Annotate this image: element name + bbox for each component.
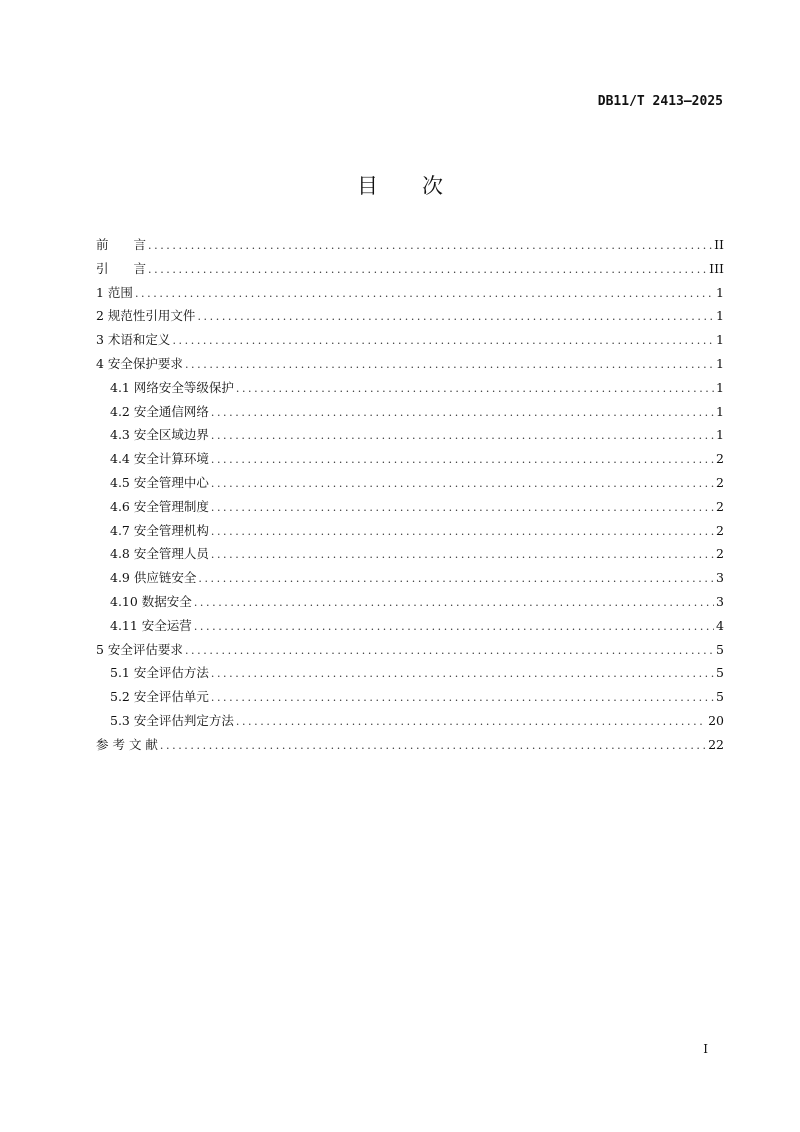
- toc-entry[interactable]: [96, 640, 724, 664]
- toc-entry-label: 4.11 安全运营: [110, 617, 192, 633]
- toc-entry[interactable]: [96, 473, 724, 497]
- toc-entry-page: 1: [716, 379, 724, 395]
- toc-entry-label: 5.2 安全评估单元: [110, 689, 209, 705]
- toc-entry-page: 1: [716, 427, 724, 443]
- toc-entry[interactable]: [96, 616, 724, 640]
- toc-entry-page: 1: [716, 355, 724, 371]
- toc-entry-page: 1: [716, 332, 724, 348]
- toc-entry-label: 4.5 安全管理中心: [110, 474, 209, 490]
- toc-entry[interactable]: [96, 354, 724, 378]
- toc-entry-label: 1 范围: [96, 284, 133, 300]
- toc-entry-page: 5: [716, 665, 724, 681]
- toc-entry-page: 2: [716, 498, 724, 514]
- toc-entry-label: 5.3 安全评估判定方法: [110, 712, 234, 728]
- document-code: DB11/T 2413—2025: [597, 94, 723, 109]
- toc-entry[interactable]: [96, 425, 724, 449]
- dot-leader: [211, 667, 714, 680]
- dot-leader: [194, 596, 714, 609]
- toc-entry-label: 引 言: [96, 260, 147, 276]
- toc-entry-label: 2 规范性引用文件: [96, 308, 196, 324]
- title-char: 次: [422, 174, 443, 198]
- dot-leader: [236, 382, 714, 395]
- dot-leader: [236, 715, 706, 728]
- toc-entry[interactable]: [96, 711, 724, 735]
- toc-entry-label: 5.1 安全评估方法: [110, 665, 209, 681]
- toc-entry-page: 3: [716, 570, 724, 586]
- toc-entry-page: II: [714, 237, 724, 252]
- toc-entry[interactable]: [96, 378, 724, 402]
- toc-entry[interactable]: [96, 259, 724, 283]
- toc-entry[interactable]: [96, 521, 724, 545]
- page-number: I: [703, 1042, 708, 1056]
- dot-leader: [211, 691, 714, 704]
- toc-entry-page: 2: [716, 546, 724, 562]
- toc-entry-page: 3: [716, 593, 724, 609]
- toc-entry[interactable]: [96, 306, 724, 330]
- toc-entry[interactable]: [96, 497, 724, 521]
- dot-leader: [211, 501, 714, 514]
- toc-entry-label: 4.6 安全管理制度: [110, 498, 209, 514]
- dot-leader: [198, 572, 714, 585]
- dot-leader: [197, 310, 714, 323]
- toc-entry-page: III: [709, 260, 724, 276]
- toc-entry[interactable]: [96, 449, 724, 473]
- table-of-contents: [96, 235, 724, 759]
- toc-entry[interactable]: [96, 592, 724, 616]
- dot-leader: [160, 739, 706, 752]
- toc-entry[interactable]: [96, 544, 724, 568]
- dot-leader: [194, 620, 714, 633]
- dot-leader: [185, 644, 714, 657]
- toc-entry-label: 3 术语和定义: [96, 332, 171, 348]
- toc-entry[interactable]: [96, 283, 724, 307]
- toc-entry-label: 5 安全评估要求: [96, 641, 183, 657]
- toc-entry[interactable]: [96, 402, 724, 426]
- toc-entry-page: 5: [716, 689, 724, 705]
- dot-leader: [148, 239, 712, 252]
- dot-leader: [211, 548, 714, 561]
- toc-entry[interactable]: [96, 235, 724, 259]
- toc-entry-label: 4.8 安全管理人员: [110, 546, 209, 562]
- toc-entry-page: 4: [716, 617, 724, 633]
- dot-leader: [211, 453, 714, 466]
- toc-entry[interactable]: [96, 330, 724, 354]
- toc-entry-page: 2: [716, 522, 724, 538]
- title-char: 目: [357, 174, 378, 198]
- toc-entry[interactable]: [96, 663, 724, 687]
- toc-entry-label: 4.2 安全通信网络: [110, 403, 209, 419]
- toc-entry[interactable]: [96, 735, 724, 759]
- toc-entry-label: 4.7 安全管理机构: [110, 522, 209, 538]
- toc-entry-page: 20: [708, 712, 724, 728]
- dot-leader: [211, 429, 714, 442]
- toc-entry-label: 前 言: [96, 237, 147, 252]
- toc-entry-page: 2: [716, 474, 724, 490]
- toc-entry-label: 4.1 网络安全等级保护: [110, 379, 234, 395]
- dot-leader: [185, 358, 714, 371]
- toc-entry-page: 5: [716, 641, 724, 657]
- toc-entry-label: 参 考 文 献: [96, 736, 158, 752]
- page-title: [0, 170, 800, 200]
- dot-leader: [211, 525, 714, 538]
- toc-entry[interactable]: [96, 687, 724, 711]
- toc-entry-page: 1: [716, 403, 724, 419]
- toc-entry-page: 2: [716, 451, 724, 467]
- toc-entry-page: 22: [708, 736, 724, 752]
- dot-leader: [211, 477, 714, 490]
- toc-entry-label: 4.4 安全计算环境: [110, 451, 209, 467]
- dot-leader: [172, 334, 714, 347]
- dot-leader: [135, 287, 714, 300]
- dot-leader: [148, 263, 707, 276]
- toc-entry-label: 4.10 数据安全: [110, 593, 192, 609]
- toc-entry-label: 4.3 安全区域边界: [110, 427, 209, 443]
- toc-entry-page: 1: [716, 284, 724, 300]
- toc-entry-label: 4.9 供应链安全: [110, 570, 197, 586]
- toc-entry-label: 4 安全保护要求: [96, 355, 183, 371]
- toc-entry-page: 1: [716, 308, 724, 324]
- toc-entry[interactable]: [96, 568, 724, 592]
- dot-leader: [211, 406, 714, 419]
